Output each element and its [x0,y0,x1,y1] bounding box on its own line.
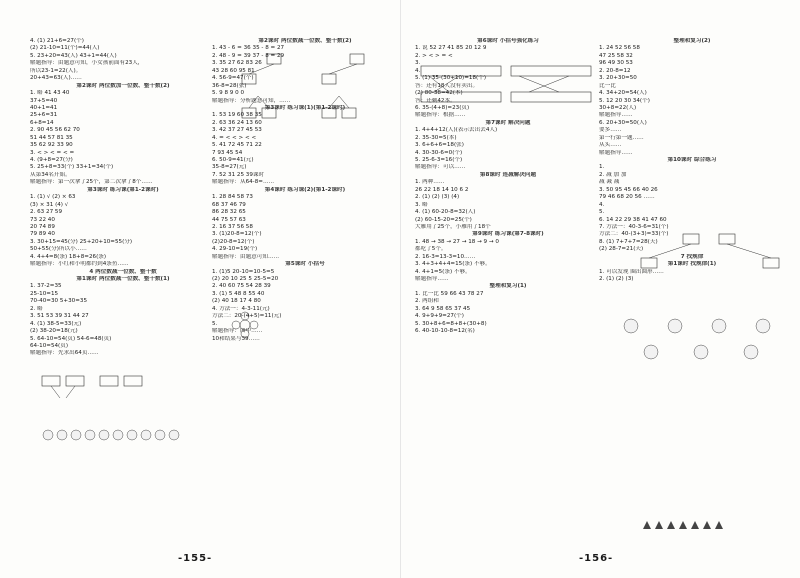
answer-line: 3. 64 9 58 65 37 45 [415,305,471,312]
answer-line: 4. [415,67,421,74]
answer-line: 6. 20+30=50(人) [599,119,647,126]
answer-line: 2. 35-30=5(本) [415,134,457,141]
number-split-diagrams [222,52,392,130]
answer-line: 3. [415,60,421,67]
answer-line: (3) × 31 (4) √ [30,201,69,208]
answer-line: 43 28 60 95 81 [212,67,255,74]
answer-line: (2) 60-15-20=25(个) [415,216,472,223]
answer-line: 第1课时 两位数减一位数、整十数(1) [76,276,170,282]
answer-line: 30+8=22(人) [599,104,637,111]
answer-line: 51 44 57 81 35 [30,134,73,141]
answer-line: 所以23-1=22(人)。 [30,67,82,74]
answer-line: 7. 52 31 25 39课时 [212,171,265,178]
answer-line: 44 75 57 63 [212,216,246,223]
answer-line: 6. 14 22 29 38 41 47 60 [599,216,667,223]
answer-line: 64-10=54(页) [30,342,69,349]
answer-line: 3. 略 [415,201,428,208]
answer-line: 方法二：40-(3+3)=33(个) [599,231,669,238]
answer-line: 解题指导：由题意可知，小女孩前面有23人， [30,60,144,67]
answer-line: 35-8=27(元) [212,164,247,171]
answer-line: 解题指导：由题意可知…… [212,253,280,260]
answer-line: 4. 4+1=5(条) 不够。 [415,268,471,275]
answer-line: 1. (1) √ (2) × 63 [30,194,76,201]
answer-line: 解题指导…… [599,112,633,119]
answer-line: 2. 16 37 56 58 [212,223,253,230]
answer-line: 26 22 18 14 10 6 2 [415,186,469,193]
answer-line: 1. 28 84 58 73 [212,194,253,201]
answer-line: 从第34名开始。 [30,171,71,178]
answer-line: 5. [599,209,605,216]
answer-line: 5. 23+20=43(人) 43+1=44(人) [30,52,117,59]
answer-line: 3. (1) 5 48 8 55 40 [212,290,265,297]
answer-line: 35 62 92 33 90 [30,142,73,149]
answer-line: 解题指导：图中…… [212,328,263,335]
answer-line: 1. (1)5 20-10=10-5=5 [212,268,275,275]
answer-line: 6+8=14 [30,119,54,126]
answer-line: 96 49 30 53 [599,60,633,67]
tree-diagram [623,232,793,274]
answer-line: 1. 两种…… [415,179,445,186]
answer-line: 5. 25-6-3=16(个) [415,157,463,163]
answer-line: 7 93 45 54 [212,149,243,156]
answer-line: 3. 20+30=50 [599,75,637,82]
answer-line: 47 25 58 32 [599,52,633,59]
answer-line: 减 减 减 [599,179,620,186]
answer-line: 3. 42 37 27 45 53 [212,127,262,134]
answer-line: (2) 80-38=42(本) [415,90,463,97]
answer-line: 4. 30-30-6=0(个) [415,149,463,156]
answer-line: (2) 40 18 17 4 80 [212,298,261,305]
answer-line: 2. 16-3=13-3=10…… [415,253,476,260]
answer-line: 4. (1) 60-20-8=32(人) [415,209,476,216]
answer-line: 2. 减 加 加 [599,171,627,178]
subtraction-diagram [40,372,170,404]
answer-line: 25+6=31 [30,112,58,119]
answer-line: 4. (1) 21+6=27(个) [30,38,84,44]
answer-line: 1. 比一比 59 66 43 78 27 [415,290,484,297]
answer-line: 第1课时 找规律(1) [667,261,717,268]
answer-line: 4. 4+4=8(条) 18+8=26(条) [30,253,107,260]
answer-line: (2)20-8=12(个) [212,238,255,245]
answer-line: 2. 略 [30,305,43,312]
answer-line: 2. 20-8=12 [599,67,631,74]
answer-line: 解题指导：根据…… [415,112,466,119]
answer-line: 5. 12 20 30 34(个) [599,97,650,104]
answer-line: 73 22 40 [30,216,55,223]
answer-line: 5. 25+8=33(个) 33+1=34(个) [30,164,114,171]
answer-line: 大雁用了25个，小雁用了18个 [415,223,491,230]
answer-line: 2. (1) (2) (3) [599,276,634,282]
answer-line: 1. [599,164,605,171]
answer-line: 第一行第一题…… [599,134,644,141]
answer-line: 2. 63 36 24 13 60 [212,119,262,126]
answer-line: 方法二：20-(4+5)=11(元) [212,313,282,320]
answer-line: 37+5=40 [30,97,58,104]
answer-line: 4. 34+20=54(人) [599,90,647,97]
flower-diagram [230,310,260,340]
answer-line: 4. 29-10=19(个) [212,246,258,253]
answer-line: 5. 41 72 45 71 22 [212,142,262,149]
answer-line: 从头…… [599,142,622,149]
answer-line: 第3课时 练习课(1)(第1-2课时) [264,104,346,111]
answer-line: (2) 38-20=18(元) [30,328,78,335]
answer-line: 5. (1) 35-(30+10)=18(个) [415,75,487,82]
answer-line: 1. 说 52 27 41 85 20 12 9 [415,45,487,52]
answer-line: 第3课时 练习课(第1-2课时) [87,186,159,193]
answer-line: 解题指导…… [599,149,633,156]
answer-line: 4. (9+8=27(分) [30,157,73,163]
answer-line: 50+55(分)所以小…… [30,246,87,253]
answer-line: 1. 53 19 60 38 35 [212,112,262,119]
answer-line: 86 28 32 65 [212,209,246,216]
answer-line: 5. 30+8+6=8+8+(30+8) [415,320,487,327]
answer-line: 4. 9+9+9=27(个) [415,313,464,320]
answer-line: 7. 方法一：40-3-6=31(个) [599,223,669,230]
answer-line: 1. 48 → 38 → 27 → 18 → 9 → 0 [415,238,499,245]
answer-line: 3. 4+3+4+4=15(条) 不够。 [415,261,491,268]
answer-line: 4. = < < > < < [212,134,257,141]
answer-line: 4 两位数减一位数、整十数 [89,268,157,275]
answer-line: 解题指导：先求出64页…… [30,350,99,357]
answer-line: 1. 43 - 6 = 36 35 - 8 = 27 [212,45,285,52]
answer-line: 解题指导：可以…… [415,164,466,171]
answer-line: 1. 略 41 43 40 [30,90,70,97]
answer-line: 第10课时 综合练习 [667,157,717,163]
answer-line: 3. (1)20-8=12(个) [212,231,262,238]
answer-line: 79 89 40 [30,231,55,238]
answer-line: (2) 20 10 25 5 25-5=20 [212,276,279,282]
answer-line: 2. (1) (2) (3) (4) [415,194,460,201]
circle-row-figure [40,428,190,442]
answer-line: 2. 48 - 9 = 39 37 - 8 = 29 [212,52,285,59]
answer-line: 解题指导：第一次拿了25个，第二次拿了8个…… [30,179,153,186]
answer-line: 5. 64-10=54(页) 54-6=48(页) [30,335,112,342]
answer-line: 7 找规律 [680,253,704,260]
answer-line: 2. 40 60 75 54 28 39 [212,283,271,290]
answer-line: 3. 6+6+6=18(张) [415,142,464,149]
answer-line: 解题指导：小红和小明都钓到4条鱼…… [30,261,129,268]
answer-line: 解题指导：分析题意可知，…… [212,97,291,104]
answer-line: 4. 56-9=47(个) [212,75,254,82]
flower-row-figures [611,312,791,368]
answer-line: 20+43=63(人)…… [30,75,82,82]
answer-line: 68 37 46 79 [212,201,246,208]
answer-line: 5. 9 8 9 0 0 [212,90,245,97]
answer-line: 4. (1) 38-5=33(元) [30,320,82,327]
answer-line: 6. 40-10-10-8=12(名) [415,328,475,335]
answer-line: 79 46 68 20 56 …… [599,194,655,201]
answer-line: 8. (1) 7+7+7=28(天) [599,238,658,245]
triangle-pattern [641,520,791,530]
answer-line: 6. 35-(4+8)=23(页) [415,104,470,111]
right-page [400,0,800,578]
answer-line: 答：还剩42本。 [415,97,456,104]
answer-line: 70-40=30 5+30=35 [30,298,88,305]
answer-line: 解题指导：从64-8=…… [212,179,275,186]
answer-line: 第2课时 两位数加一位数、整十数(2) [76,82,170,89]
answer-line: 第2课时 两位数减一位数、整十数(2) [258,38,352,44]
answer-line: 3. 51 53 39 31 44 27 [30,313,89,320]
bracket-expression-figures [419,62,595,122]
answer-line: (2) 28-7=21(天) [599,246,644,253]
answer-line: 第9课时 练习课(第7-8课时) [472,231,544,238]
answer-line: 2. 两组和 [415,298,439,305]
answer-line: 都吃了5个。 [415,246,447,253]
answer-line: 2. > < > = < [415,52,453,59]
answer-line: 3. 35 27 62 83 26 [212,60,262,67]
answer-line: 整理和复习(1) [489,283,527,290]
answer-line: 2. 90 45 56 62 70 [30,127,80,134]
answer-line: 解题指导…… [415,276,449,282]
answer-line: 第6课时 小括号强化练习 [477,38,539,44]
answer-line: 10和结果与39…… [212,335,260,342]
answer-line: 1. 可以发现 圈出圆形…… [599,268,664,275]
answer-line: 40+1=41 [30,104,58,111]
answer-line: 3. 30+15=45(分) 25+20+10=55(分) [30,238,133,245]
answer-line: 20 74 89 [30,223,55,230]
answer-line: 25-10=15 [30,290,59,297]
answer-line: 3. 50 95 45 66 40 26 [599,186,658,193]
answer-line: 36-8=28(张) [212,82,247,89]
answer-line: 6. 50-9=41(元) [212,157,254,163]
answer-line: 第8课时 连减解决问题 [479,171,537,178]
answer-line: 2. 63 27 59 [30,209,63,216]
left-column-1 [30,38,216,358]
answer-line: 比一比 [599,82,616,89]
page-number: -155- [178,553,213,564]
answer-line: 第5课时 小括号 [285,261,325,268]
answer-line: 1. 37-2=35 [30,283,62,290]
answer-line: 要多…… [599,127,622,134]
answer-line: 第7课时 解决问题 [485,119,531,126]
answer-line: 整理和复习(2) [673,38,711,44]
answer-line: 答：还有18人没有卖出。 [415,82,479,89]
answer-line: 4. [599,201,605,208]
answer-line: (2) 21-10=11(个)=44(人) [30,45,100,52]
page-number: -156- [579,553,614,564]
answer-line: 4. 方法一：4-3-11(元) [212,305,270,312]
answer-line: 3. < > < = < = [30,149,75,156]
answer-line: 第4课时 练习课(2)(第1-2课时) [264,186,346,193]
answer-line: 5. [212,320,218,327]
answer-line: 1. 4+4+12(人)(表示去出去4人) [415,127,498,134]
answer-line: 1. 24 52 56 58 [599,45,640,52]
